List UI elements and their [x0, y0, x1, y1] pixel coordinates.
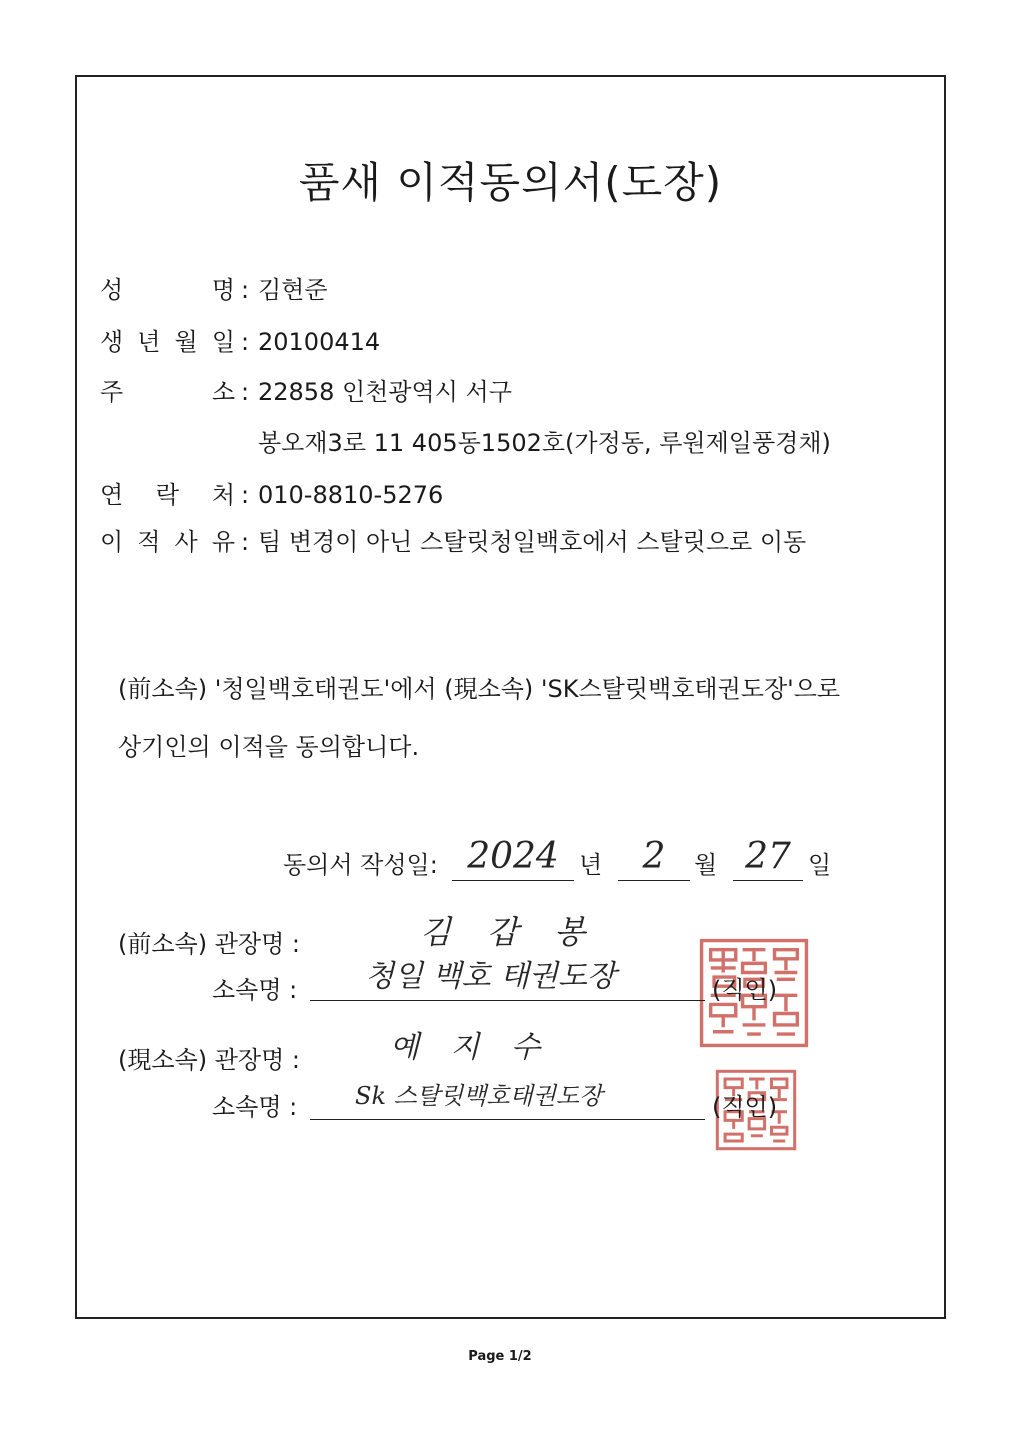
field-label-name: 성 명 [100, 276, 235, 304]
former-head-label: (前소속) 관장명 : [118, 930, 300, 958]
current-seal-label: (직인) [712, 1093, 778, 1121]
field-row-contact [100, 480, 443, 510]
field-separator: : [240, 328, 250, 356]
field-separator: : [240, 528, 250, 556]
date-month-handwritten: 2 [642, 836, 666, 877]
field-label-birthdate: 생 년 월 일 [100, 328, 235, 356]
date-year-unit: 년 [579, 851, 603, 879]
field-separator: : [240, 276, 250, 304]
field-label-contact: 연 락 처 [100, 481, 235, 509]
current-org-handwritten: Sk 스탈릿백호태권도장 [355, 1082, 603, 1110]
date-year-handwritten: 2024 [467, 836, 559, 877]
date-day-blank [733, 835, 803, 881]
field-value-name: 김현준 [258, 276, 328, 304]
consent-statement-line1: (前소속) '청일백호태권도'에서 (現소속) 'SK스탈릿백호태권도장'으로 [118, 675, 841, 703]
former-org-blank [310, 955, 705, 1001]
field-separator: : [240, 481, 250, 509]
page-number: Page 1/2 [468, 1349, 532, 1364]
field-separator: : [240, 378, 250, 406]
consent-statement-line2: 상기인의 이적을 동의합니다. [118, 733, 420, 761]
date-day-handwritten: 27 [745, 836, 791, 877]
former-org-label: 소속명 : [212, 976, 298, 1004]
field-value-address-line2: 봉오재3로 11 405동1502호(가정동, 루원제일풍경채) [258, 429, 831, 457]
field-row-birthdate [100, 327, 380, 357]
field-label-address: 주 소 [100, 378, 235, 406]
document-title: 품새 이적동의서(도장) [298, 158, 723, 207]
former-org-handwritten: 청일 백호 태권도장 [365, 959, 616, 994]
date-label: 동의서 작성일: [283, 851, 438, 879]
field-row-transfer-reason [100, 527, 806, 557]
field-label-transfer-reason: 이 적 사 유 [100, 528, 235, 556]
current-org-label: 소속명 : [212, 1093, 298, 1121]
field-row-name [100, 275, 328, 305]
date-month-unit: 월 [694, 851, 718, 879]
field-row-address [100, 377, 512, 407]
former-seal-label: (직인) [712, 976, 778, 1004]
former-head-signature: 김 갑 봉 [420, 913, 586, 951]
date-month-blank [618, 835, 690, 881]
field-value-contact: 010-8810-5276 [258, 481, 444, 509]
field-value-address: 22858 인천광역시 서구 [258, 378, 512, 406]
date-day-unit: 일 [808, 851, 832, 879]
date-year-blank [452, 835, 574, 881]
field-value-transfer-reason: 팀 변경이 아닌 스탈릿청일백호에서 스탈릿으로 이동 [258, 528, 807, 556]
current-head-signature: 예 지 수 [390, 1030, 541, 1065]
current-org-blank [310, 1074, 705, 1120]
field-value-birthdate: 20100414 [258, 328, 381, 356]
current-head-label: (現소속) 관장명 : [118, 1046, 300, 1074]
